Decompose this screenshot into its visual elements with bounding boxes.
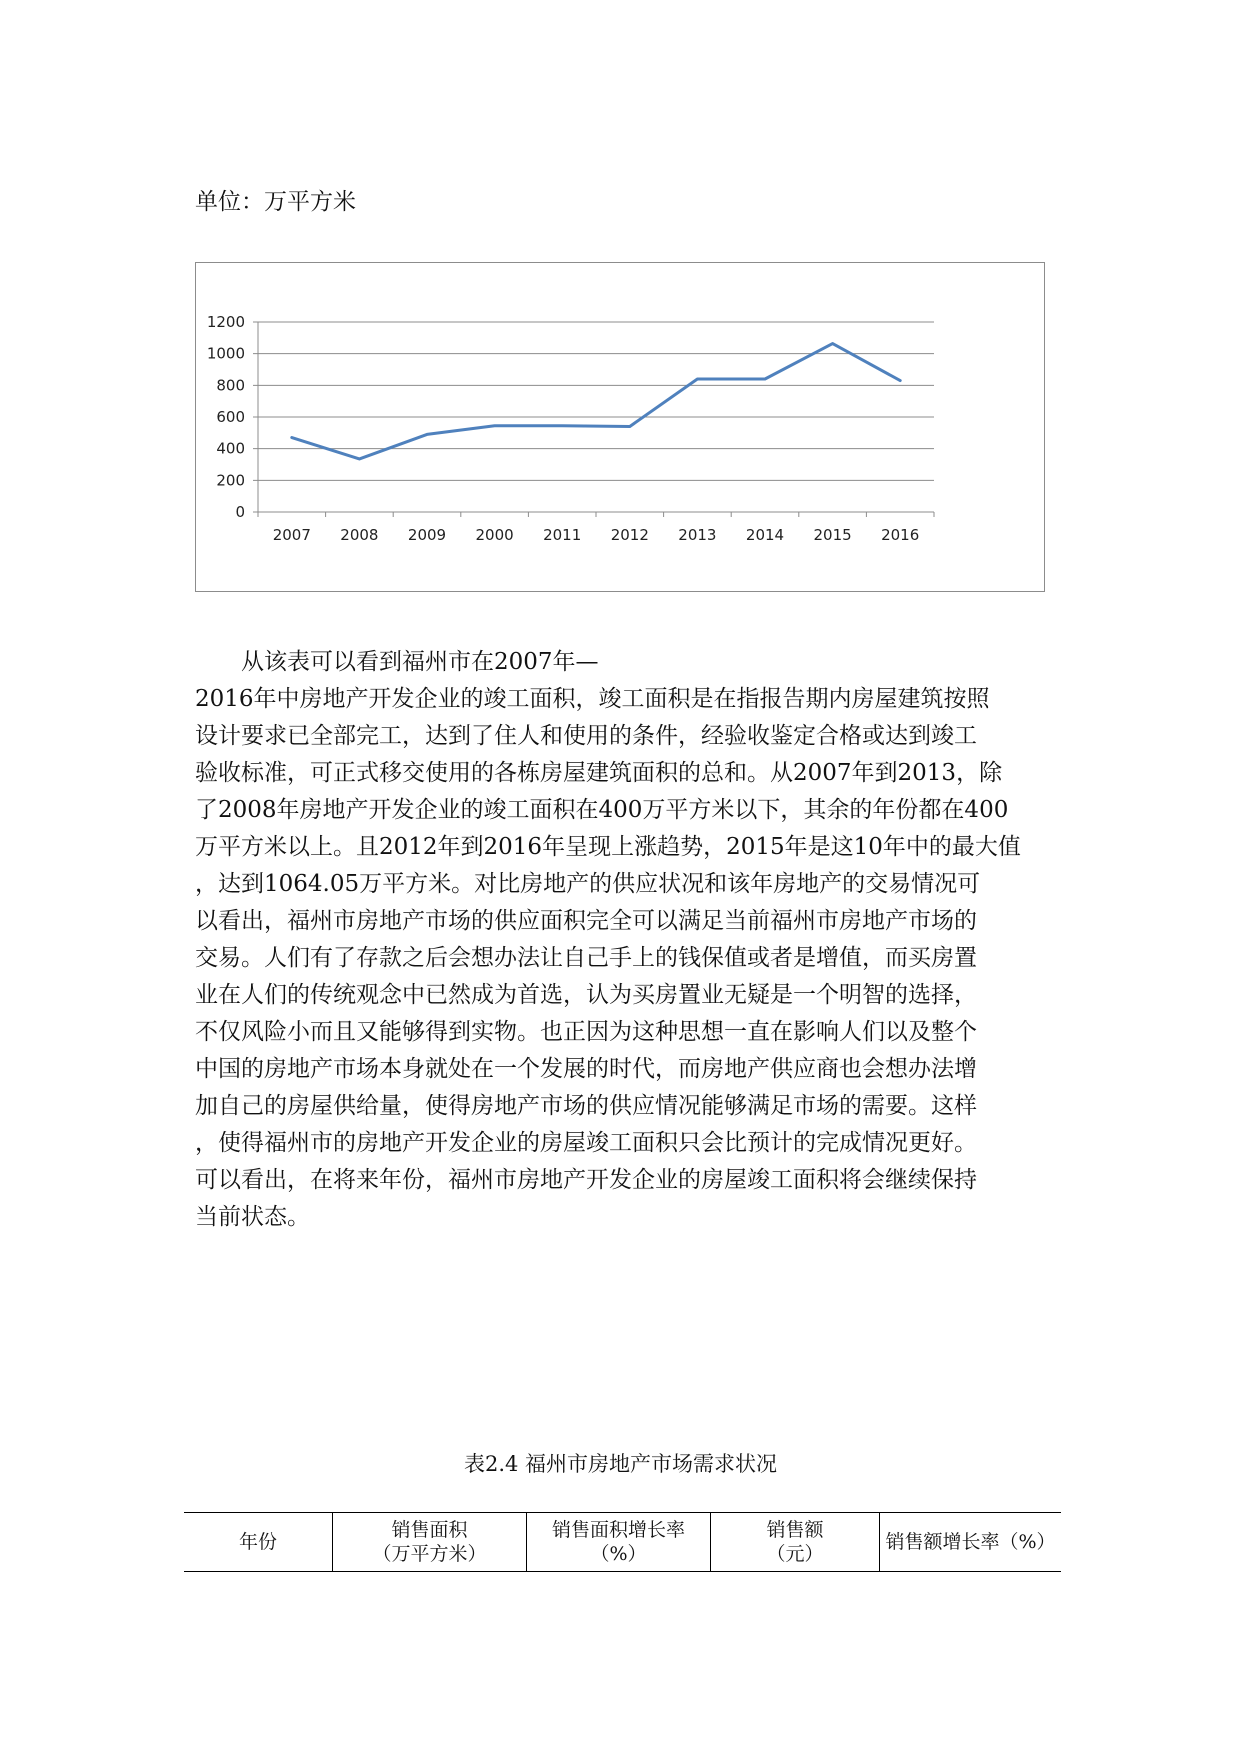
x-tick-label: 2014 (745, 526, 785, 544)
paragraph-line: 万平方米以上。且2012年到2016年呈现上涨趋势，2015年是这10年中的最大值 (195, 834, 1021, 860)
y-tick-label: 200 (216, 471, 245, 490)
chart-unit-label: 单位：万平方米 (195, 189, 356, 215)
y-tick-label: 600 (216, 408, 245, 426)
header-sales-area-growth-unit: （%） (590, 1543, 647, 1565)
line-chart-svg (196, 263, 1046, 593)
paragraph-line: 验收标准，可正式移交使用的各栋房屋建筑面积的总和。从2007年到2013，除 (195, 760, 1003, 786)
x-tick-label: 2000 (475, 526, 514, 544)
paragraph-line: 从该表可以看到福州市在2007年— (241, 649, 599, 675)
paragraph-line: 不仅风险小而且又能够得到实物。也正因为这种思想一直在影响人们以及整个 (195, 1019, 977, 1045)
header-sales-amount-growth-label: 销售额增长率（%） (885, 1531, 1056, 1553)
table-header-row (184, 1513, 1061, 1572)
x-tick-label: 2008 (340, 526, 379, 544)
x-tick-label: 2012 (610, 526, 649, 544)
y-tick-label: 400 (216, 439, 245, 458)
x-tick-label: 2015 (813, 526, 852, 544)
x-tick-label: 2013 (678, 526, 717, 544)
body-paragraph (195, 644, 1050, 1236)
paragraph-line: 可以看出，在将来年份，福州市房地产开发企业的房屋竣工面积将会继续保持 (195, 1167, 977, 1193)
header-sales-amount-growth (880, 1513, 1062, 1572)
series-line (292, 344, 900, 459)
y-tick-label: 800 (216, 376, 245, 395)
y-tick-label: 1200 (206, 313, 245, 331)
y-tick-label: 1000 (206, 344, 245, 363)
header-sales-area-label: 销售面积 (391, 1519, 468, 1541)
table-caption: 表2.4 福州市房地产市场需求状况 (463, 1452, 778, 1476)
paragraph-line: 中国的房地产市场本身就处在一个发展的时代，而房地产供应商也会想办法增 (195, 1056, 977, 1082)
paragraph-line: 加自己的房屋供给量，使得房地产市场的供应情况能够满足市场的需要。这样 (195, 1093, 977, 1119)
header-year-label: 年份 (238, 1531, 277, 1553)
header-sales-amount-label: 销售额 (766, 1519, 824, 1541)
paragraph-line: 业在人们的传统观念中已然成为首选，认为买房置业无疑是一个明智的选择， (195, 982, 977, 1008)
x-tick-label: 2016 (881, 526, 920, 544)
header-year (184, 1513, 333, 1572)
header-sales-area-growth (527, 1513, 711, 1572)
y-tick-label: 0 (235, 503, 245, 521)
paragraph-line: 2016年中房地产开发企业的竣工面积，竣工面积是在指报告期内房屋建筑按照 (195, 686, 990, 712)
header-sales-area (333, 1513, 527, 1572)
header-sales-area-growth-label: 销售面积增长率 (551, 1519, 685, 1541)
paragraph-line: 设计要求已全部完工，达到了住人和使用的条件，经验收鉴定合格或达到竣工 (195, 723, 977, 749)
x-tick-label: 2011 (543, 526, 582, 544)
paragraph-line: ，达到1064.05万平方米。对比房地产的供应状况和该年房地产的交易情况可 (195, 871, 981, 897)
paragraph-line: 了2008年房地产开发企业的竣工面积在400万平方米以下，其余的年份都在400 (195, 797, 1009, 823)
paragraph-line: ，使得福州市的房地产开发企业的房屋竣工面积只会比预计的完成情况更好。 (195, 1130, 977, 1156)
paragraph-line: 以看出，福州市房地产市场的供应面积完全可以满足当前福州市房地产市场的 (195, 908, 977, 934)
demand-table (184, 1512, 1061, 1572)
header-sales-area-unit: （万平方米） (372, 1543, 487, 1565)
paragraph-line: 当前状态。 (195, 1204, 310, 1230)
x-tick-label: 2007 (272, 526, 311, 544)
paragraph-line: 交易。人们有了存款之后会想办法让自己手上的钱保值或者是增值，而买房置 (195, 945, 977, 971)
header-sales-amount-unit: （元） (766, 1543, 824, 1565)
line-chart (195, 262, 1045, 592)
header-sales-amount (711, 1513, 880, 1572)
x-tick-label: 2009 (407, 526, 447, 544)
